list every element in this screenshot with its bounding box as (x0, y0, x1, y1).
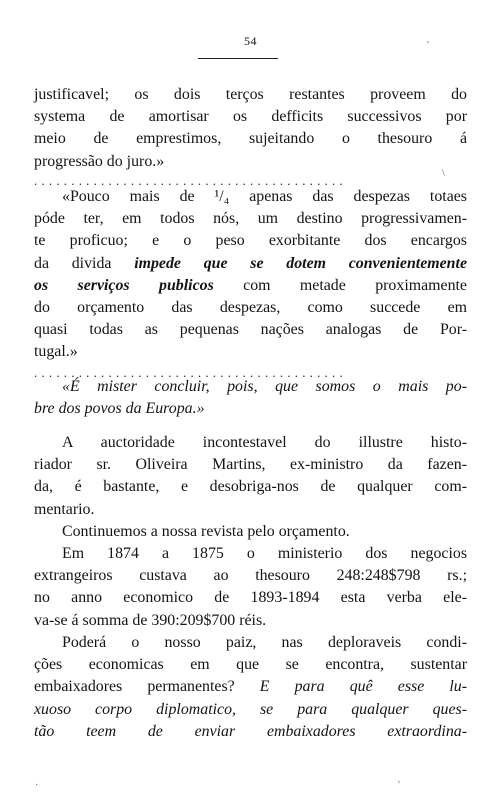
text-line: bre dos povos da Europa.» (34, 400, 205, 418)
text-line: da, é bastante, e desobriga-nos de qualquer com- (34, 478, 467, 496)
text-line: embaixadores permanentes? E para quê esse lu- (34, 678, 467, 696)
ellipsis-separator: .......................................... (34, 173, 347, 188)
text-line: tugal.» (34, 343, 78, 361)
emphasis-text: impede que se dotem convenientemente (134, 254, 467, 272)
quoted-paragraph (34, 186, 467, 364)
text-line: justificavel; os dois terços restantes proveem do (34, 86, 467, 103)
text-line: riador sr. Oliveira Martins, ex-ministro da fazen- (34, 456, 467, 474)
text-line: no anno economico de 1893-1894 esta verba ele- (34, 589, 467, 607)
text-line: quasi todas as pequenas nações analogas de Por- (34, 321, 467, 339)
text-line: A auctoridade incontestavel do illustre histo- (62, 434, 467, 451)
text-line: mentario. (34, 500, 95, 518)
text-line: póde ter, em todos nós, um destino progressivamen- (34, 210, 467, 228)
text-line: va-se á somma de 390:209$700 réis. (34, 611, 267, 629)
text-line: da divida impede que se dotem convenientemente (34, 254, 467, 272)
header-rule (198, 58, 278, 59)
paragraph-auctoridade (34, 432, 467, 521)
page-number: 54 (244, 34, 257, 48)
paper-speck: ' (427, 40, 429, 51)
italic-quote (34, 376, 467, 420)
emphasis-text: E para quê esse lu- (259, 678, 467, 696)
text-line: do orçamento das despezas, como succede em (34, 298, 467, 316)
text-line: «Pouco mais de ¹/₄ apenas das despezas totaes (62, 188, 467, 205)
text-line: tão teem de enviar embaixadores extraordina- (34, 722, 467, 740)
paper-speck: · (35, 780, 39, 791)
paper-speck: ' (398, 780, 400, 791)
text-line: systema de amortisar os defficits successivos por (34, 108, 467, 126)
paragraph-podera (34, 632, 467, 743)
text-line: ções economicas em que se encontra, sustentar (34, 656, 467, 674)
text-line: xuoso corpo diplomatico, se para qualquer ques- (34, 700, 467, 718)
text-line: progressão do juro.» (34, 152, 165, 170)
ellipsis-separator: .......................................... (34, 365, 347, 380)
paper-speck: \ (442, 168, 445, 179)
text-line: «É mister concluir, pois, que somos o mais po- (62, 378, 467, 395)
text-line: Continuemos a nossa revista pelo orçamento. (62, 523, 350, 540)
text-line: meio de emprestimos, sujeitando o thesouro á (34, 130, 467, 148)
text-line: Poderá o nosso paiz, nas deploraveis condi- (62, 634, 467, 651)
text-line: Em 1874 a 1875 o ministerio dos negocios (62, 545, 467, 562)
emphasis-text: os serviços publicos (34, 276, 214, 294)
text-line: te proficuo; e o peso exorbitante dos encargos (34, 232, 467, 250)
paragraph-ministerio (34, 543, 467, 632)
text-line: os serviços publicos com metade proximamente (34, 276, 467, 294)
page-body (34, 84, 467, 173)
paragraph-continuemos (34, 521, 467, 543)
text-line: extrangeiros custava ao thesouro 248:248$798 rs.; (34, 567, 467, 585)
